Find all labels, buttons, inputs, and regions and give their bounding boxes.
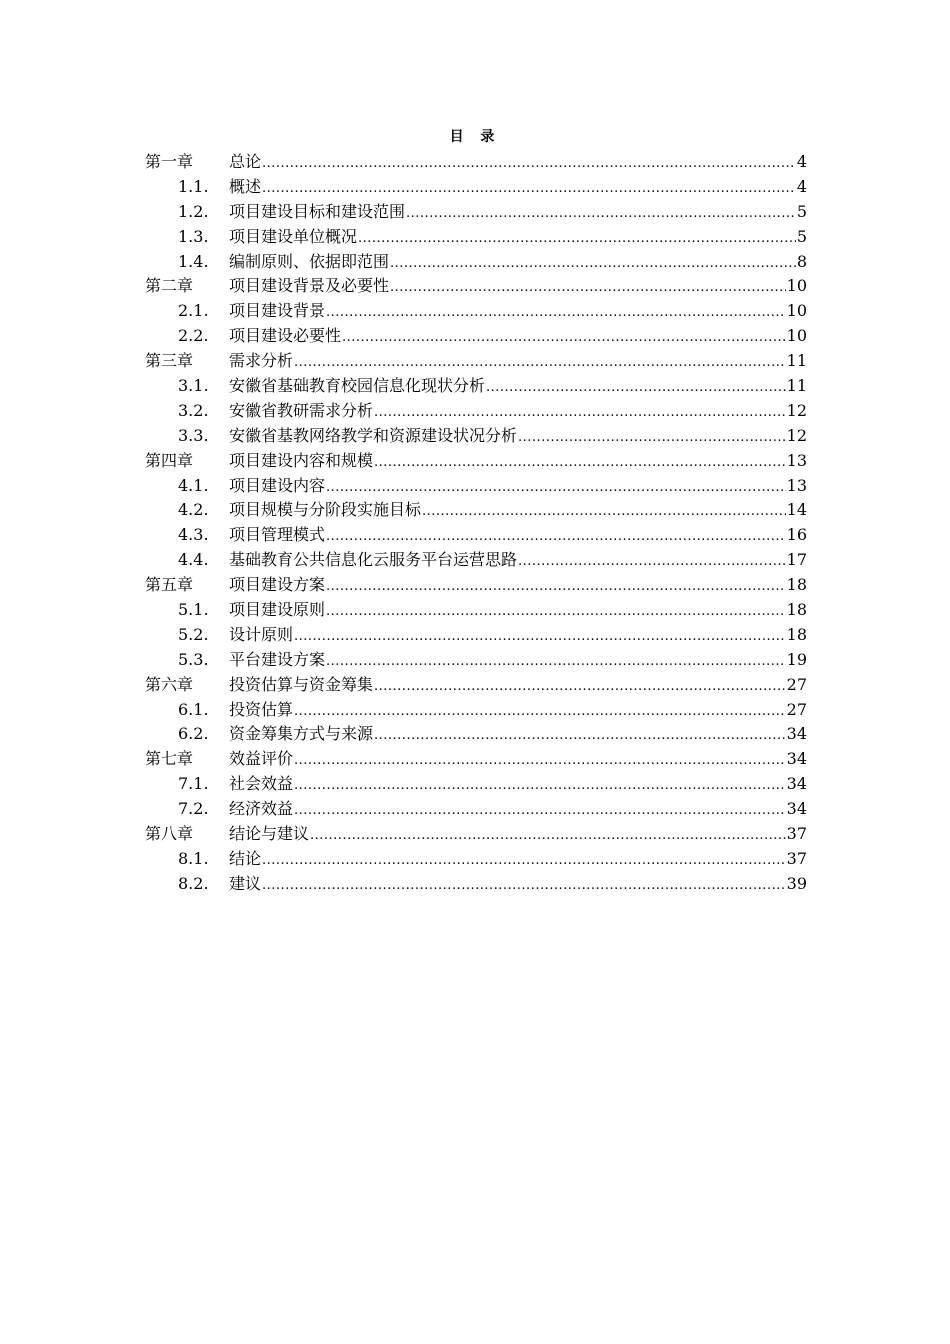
toc-section-entry[interactable] <box>145 648 807 673</box>
toc-entry-label: 项目建设内容和规模 <box>229 450 374 470</box>
toc-entry-number: 7.1. <box>178 774 209 794</box>
toc-dot-leader <box>294 799 786 824</box>
toc-dot-leader <box>406 202 796 227</box>
toc-entry-label: 投资估算与资金筹集 <box>229 674 374 694</box>
toc-entry-label: 安徽省基础教育校园信息化现状分析 <box>229 376 486 396</box>
toc-dot-leader <box>262 849 786 874</box>
toc-entry-number: 3.1. <box>178 376 209 396</box>
toc-entry-number: 第四章 <box>145 450 194 470</box>
toc-entry-label: 设计原则 <box>229 624 294 644</box>
toc-section-entry[interactable] <box>145 299 807 324</box>
toc-entry-page-number: 11 <box>786 351 807 371</box>
toc-entry-label: 项目建设目标和建设范围 <box>229 201 406 221</box>
toc-chapter-entry[interactable] <box>145 573 807 598</box>
toc-entry-number: 第三章 <box>145 351 194 371</box>
toc-dot-leader <box>326 575 786 600</box>
toc-entry-number: 第八章 <box>145 824 194 844</box>
toc-entry-page-number: 18 <box>786 575 807 595</box>
toc-entry-page-number: 19 <box>786 649 807 669</box>
toc-section-entry[interactable] <box>145 797 807 822</box>
toc-entry-page-number: 34 <box>786 749 807 769</box>
toc-entry-label: 建议 <box>229 873 262 893</box>
toc-entry-page-number: 16 <box>786 525 807 545</box>
toc-entry-page-number: 17 <box>786 550 807 570</box>
toc-entry-page-number: 5 <box>796 201 807 221</box>
toc-entry-label: 总论 <box>229 152 262 171</box>
toc-chapter-entry[interactable] <box>145 673 807 698</box>
toc-dot-leader <box>262 874 786 899</box>
toc-entry-number: 5.1. <box>178 600 209 620</box>
toc-section-entry[interactable] <box>145 847 807 872</box>
toc-entry-number: 第七章 <box>145 749 194 769</box>
toc-entry-label: 概述 <box>229 176 262 196</box>
toc-entry-label: 投资估算 <box>229 699 294 719</box>
toc-entry-number: 6.1. <box>178 699 209 719</box>
toc-entry-number: 4.3. <box>178 525 209 545</box>
toc-entry-number: 第二章 <box>145 276 194 296</box>
toc-entry-page-number: 4 <box>796 152 807 171</box>
toc-entry-page-number: 11 <box>786 376 807 396</box>
toc-dot-leader <box>374 724 786 749</box>
toc-entry-label: 平台建设方案 <box>229 649 326 669</box>
toc-dot-leader <box>262 177 796 202</box>
toc-entry-page-number: 34 <box>786 799 807 819</box>
toc-entry-label: 项目建设方案 <box>229 575 326 595</box>
toc-entry-label: 基础教育公共信息化云服务平台运营思路 <box>229 550 518 570</box>
toc-entry-label: 项目建设单位概况 <box>229 226 358 246</box>
toc-dot-leader <box>358 227 796 252</box>
toc-section-entry[interactable] <box>145 374 807 399</box>
toc-dot-leader <box>294 351 786 376</box>
toc-entry-label: 结论 <box>229 848 262 868</box>
table-of-contents <box>145 150 807 897</box>
toc-chapter-entry[interactable] <box>145 822 807 847</box>
toc-chapter-entry[interactable] <box>145 449 807 474</box>
toc-entry-page-number: 18 <box>786 600 807 620</box>
toc-entry-page-number: 13 <box>786 475 807 495</box>
toc-dot-leader <box>518 426 786 451</box>
toc-entry-number: 第六章 <box>145 674 194 694</box>
toc-dot-leader <box>310 824 786 849</box>
toc-entry-number: 第五章 <box>145 575 194 595</box>
toc-section-entry[interactable] <box>145 250 807 275</box>
toc-entry-label: 资金筹集方式与来源 <box>229 724 374 744</box>
toc-entry-page-number: 37 <box>786 824 807 844</box>
toc-entry-number: 8.2. <box>178 873 209 893</box>
toc-dot-leader <box>326 525 786 550</box>
toc-entry-label: 项目建设背景 <box>229 301 326 321</box>
toc-entry-label: 项目建设原则 <box>229 600 326 620</box>
toc-dot-leader <box>374 675 786 700</box>
toc-title: 目 录 <box>449 129 501 145</box>
toc-entry-number: 第一章 <box>145 152 194 171</box>
toc-section-entry[interactable] <box>145 698 807 723</box>
toc-entry-number: 4.2. <box>178 500 209 520</box>
toc-entry-number: 5.2. <box>178 624 209 644</box>
toc-entry-number: 5.3. <box>178 649 209 669</box>
toc-section-entry[interactable] <box>145 424 807 449</box>
toc-entry-number: 6.2. <box>178 724 209 744</box>
toc-entry-page-number: 27 <box>786 674 807 694</box>
toc-dot-leader <box>294 774 786 799</box>
toc-entry-label: 项目建设内容 <box>229 475 326 495</box>
toc-section-entry[interactable] <box>145 548 807 573</box>
toc-dot-leader <box>374 401 786 426</box>
toc-entry-label: 社会效益 <box>229 774 294 794</box>
toc-section-entry[interactable] <box>145 598 807 623</box>
toc-section-entry[interactable] <box>145 474 807 499</box>
toc-entry-number: 1.2. <box>178 201 209 221</box>
toc-entry-label: 项目建设必要性 <box>229 326 342 346</box>
toc-section-entry[interactable] <box>145 498 807 523</box>
toc-entry-page-number: 10 <box>786 301 807 321</box>
toc-entry-label: 需求分析 <box>229 351 294 371</box>
toc-entry-page-number: 34 <box>786 774 807 794</box>
toc-section-entry[interactable] <box>145 623 807 648</box>
toc-dot-leader <box>374 451 786 476</box>
toc-dot-leader <box>326 600 786 625</box>
toc-entry-page-number: 18 <box>786 624 807 644</box>
toc-entry-label: 经济效益 <box>229 799 294 819</box>
toc-entry-number: 3.2. <box>178 400 209 420</box>
toc-entry-label: 效益评价 <box>229 749 294 769</box>
toc-section-entry[interactable] <box>145 324 807 349</box>
toc-entry-page-number: 37 <box>786 848 807 868</box>
toc-dot-leader <box>294 749 786 774</box>
toc-dot-leader <box>326 650 786 675</box>
toc-entry-page-number: 12 <box>786 400 807 420</box>
toc-chapter-entry[interactable] <box>145 747 807 772</box>
toc-entry-label: 安徽省基教网络教学和资源建设状况分析 <box>229 425 518 445</box>
toc-entry-label: 安徽省教研需求分析 <box>229 400 374 420</box>
toc-section-entry[interactable] <box>145 523 807 548</box>
toc-entry-page-number: 34 <box>786 724 807 744</box>
toc-entry-number: 8.1. <box>178 848 209 868</box>
toc-dot-leader <box>390 252 796 277</box>
toc-entry-page-number: 27 <box>786 699 807 719</box>
toc-section-entry[interactable] <box>145 722 807 747</box>
toc-entry-page-number: 4 <box>796 176 807 196</box>
toc-section-entry[interactable] <box>145 772 807 797</box>
toc-section-entry[interactable] <box>145 175 807 200</box>
toc-dot-leader <box>518 550 786 575</box>
toc-entry-page-number: 5 <box>796 226 807 246</box>
toc-section-entry[interactable] <box>145 399 807 424</box>
toc-dot-leader <box>262 152 796 177</box>
toc-entry-page-number: 10 <box>786 276 807 296</box>
toc-dot-leader <box>390 276 786 301</box>
toc-dot-leader <box>326 301 786 326</box>
toc-entry-page-number: 8 <box>796 251 807 271</box>
toc-entry-label: 编制原则、依据即范围 <box>229 251 390 271</box>
toc-entry-label: 项目建设背景及必要性 <box>229 276 390 296</box>
toc-entry-number: 4.1. <box>178 475 209 495</box>
toc-section-entry[interactable] <box>145 872 807 897</box>
toc-dot-leader <box>294 700 786 725</box>
toc-entry-label: 项目管理模式 <box>229 525 326 545</box>
toc-entry-number: 1.3. <box>178 226 209 246</box>
toc-entry-label: 项目规模与分阶段实施目标 <box>229 500 422 520</box>
toc-entry-page-number: 12 <box>786 425 807 445</box>
toc-entry-page-number: 14 <box>786 500 807 520</box>
toc-entry-number: 1.4. <box>178 251 209 271</box>
toc-dot-leader <box>486 376 786 401</box>
toc-entry-page-number: 13 <box>786 450 807 470</box>
toc-section-entry[interactable] <box>145 225 807 250</box>
toc-dot-leader <box>326 476 786 501</box>
toc-entry-number: 1.1. <box>178 176 209 196</box>
toc-entry-number: 7.2. <box>178 799 209 819</box>
toc-entry-page-number: 10 <box>786 326 807 346</box>
toc-entry-number: 2.1. <box>178 301 209 321</box>
toc-entry-label: 结论与建议 <box>229 824 310 844</box>
toc-entry-number: 4.4. <box>178 550 209 570</box>
toc-chapter-entry[interactable] <box>145 150 807 175</box>
toc-entry-number: 3.3. <box>178 425 209 445</box>
toc-dot-leader <box>294 625 786 650</box>
toc-chapter-entry[interactable] <box>145 274 807 299</box>
toc-dot-leader <box>422 500 786 525</box>
toc-entry-page-number: 39 <box>786 873 807 893</box>
toc-dot-leader <box>342 326 786 351</box>
toc-entry-number: 2.2. <box>178 326 209 346</box>
toc-section-entry[interactable] <box>145 200 807 225</box>
toc-chapter-entry[interactable] <box>145 349 807 374</box>
